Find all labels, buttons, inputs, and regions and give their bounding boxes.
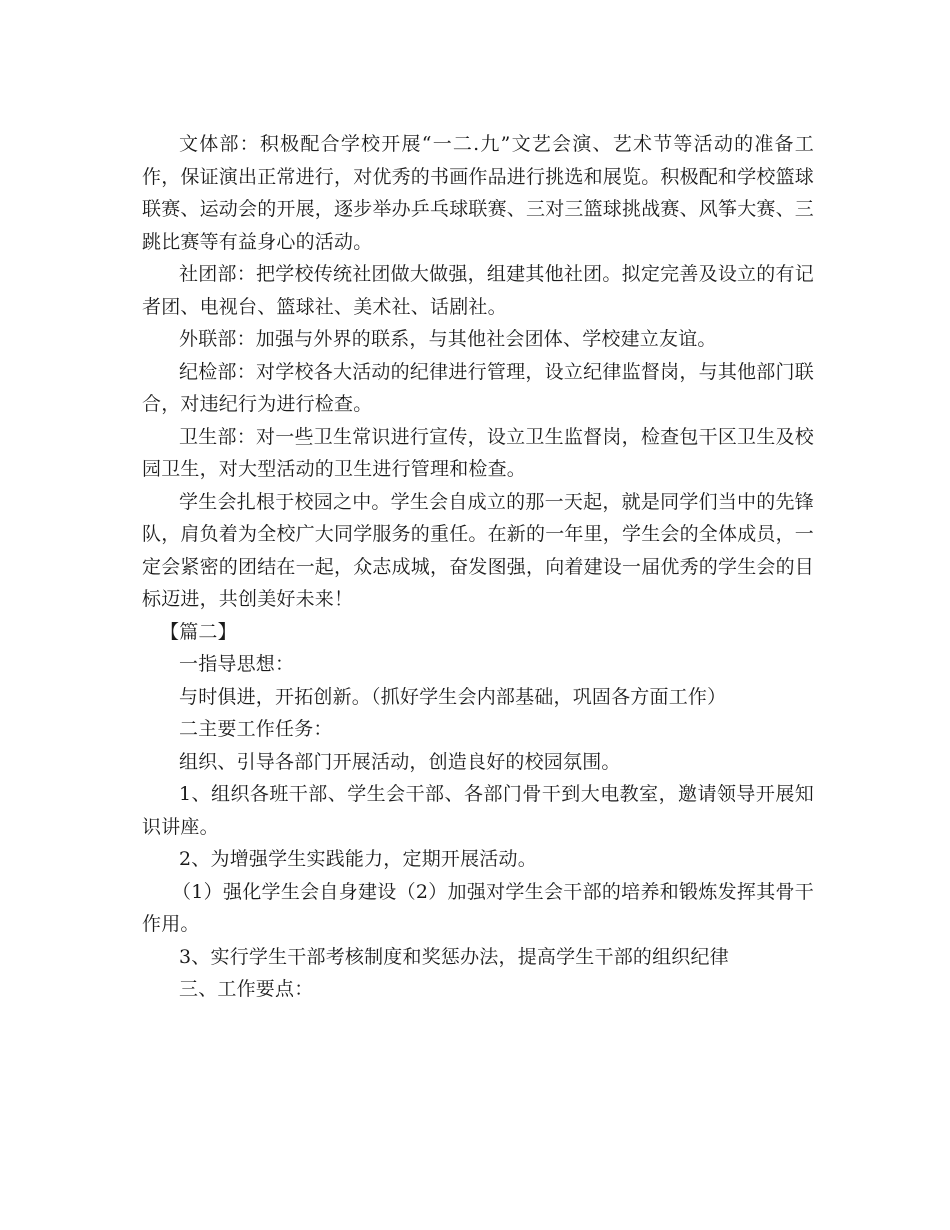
paragraph-wenti-dept: 文体部：积极配合学校开展“一二.九”文艺会演、艺术节等活动的准备工作，保证演出正常进行，对优秀的书画作品进行挑选和展览。积极配和学校篮球联赛、运动会的开展，逐步举办乒乓球联赛、三对三篮球挑战赛、风筝大赛、三跳比赛等有益身心的活动。 (142, 133, 815, 253)
heading-guiding-thought: 一指导思想： (179, 653, 295, 675)
list-item-task-2-sub: （1）强化学生会自身建设（2）加强对学生会干部的培养和锻炼发挥其骨干作用。 (142, 880, 814, 935)
section-heading-part-two: 【篇二】 (160, 620, 237, 643)
list-item-task-2: 2、为增强学生实践能力，定期开展活动。 (179, 848, 537, 870)
paragraph-wailian-dept: 外联部：加强与外界的联系，与其他社会团体、学校建立友谊。 (179, 328, 717, 350)
paragraph-guiding-thought: 与时俱进，开拓创新。（抓好学生会内部基础，巩固各方面工作） (179, 685, 727, 708)
heading-work-points: 三、工作要点： (179, 978, 314, 1000)
list-item-task-3: 3、实行学生干部考核制度和奖惩办法，提高学生干部的组织纪律 (179, 945, 729, 968)
paragraph-main-tasks-intro: 组织、引导各部门开展活动，创造良好的校园氛围。 (179, 750, 621, 773)
heading-main-tasks: 二主要工作任务： (179, 718, 333, 740)
paragraph-shetuan-dept: 社团部：把学校传统社团做大做强，组建其他社团。拟定完善及设立的有记者团、电视台、篮球社、美术社、话剧社。 (142, 263, 814, 318)
document-body (142, 128, 814, 1006)
list-item-task-1: 1、组织各班干部、学生会干部、各部门骨干到大电教室，邀请领导开展知识讲座。 (142, 783, 814, 838)
paragraph-jijian-dept: 纪检部：对学校各大活动的纪律进行管理，设立纪律监督岗，与其他部门联合，对违纪行为进行检查。 (142, 360, 814, 415)
paragraph-weisheng-dept: 卫生部：对一些卫生常识进行宣传，设立卫生监督岗，检查包干区卫生及校园卫生，对大型活动的卫生进行管理和检查。 (142, 425, 814, 480)
paragraph-student-union-summary: 学生会扎根于校园之中。学生会自成立的那一天起，就是同学们当中的先锋队，肩负着为全校广大同学服务的重任。在新的一年里，学生会的全体成员，一定会紧密的团结在一起，众志成城，奋发图强，向着建设一届优秀的学生会的目标迈进，共创美好未来！ (142, 490, 815, 610)
